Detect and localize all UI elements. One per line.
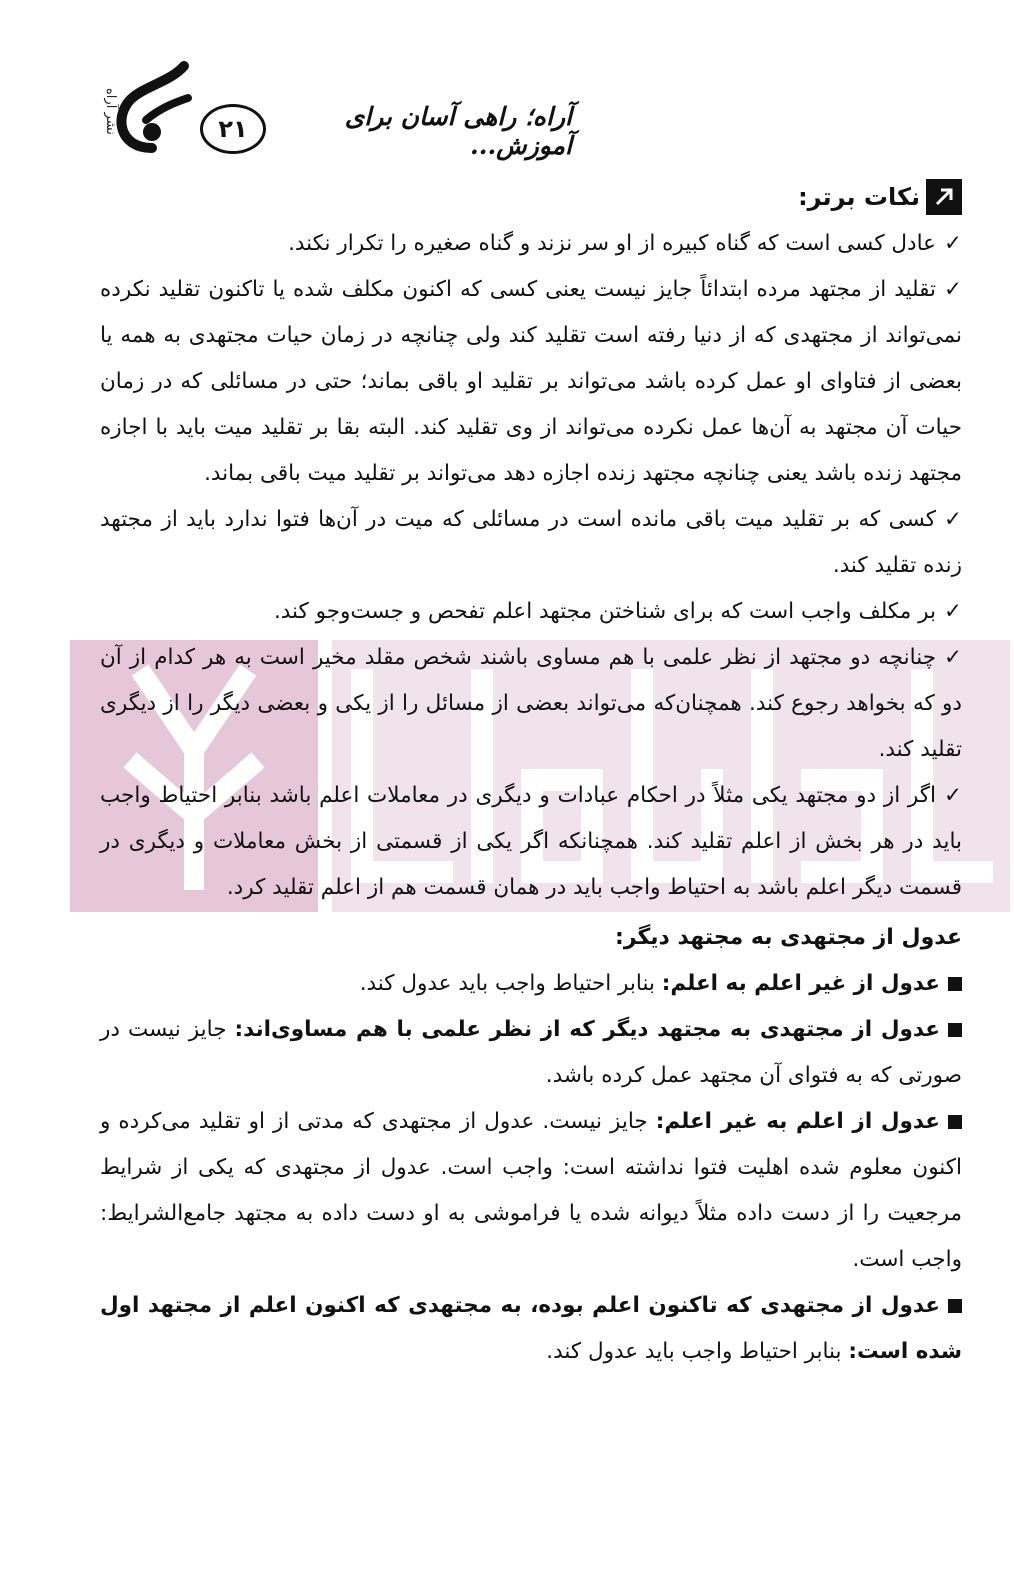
corner-arrow-icon: [926, 179, 962, 215]
rule-item: عدول از غیر اعلم به اعلم: بنابر احتیاط واجب باید عدول کند.: [100, 961, 962, 1007]
point-item: ✓اگر از دو مجتهد یکی مثلاً در احکام عبادات و دیگری در معاملات اعلم باشد بنابر احتیاط واجب باید در هر بخش از اعلم تقلید کند. همچنانکه اگر یکی از قسمتی از بخش معاملات و دیگری در قسمت دیگر اعلم باشد به احتیاط واجب باید در همان قسمت هم از اعلم تقلید کرد.: [100, 773, 962, 911]
rule-item: عدول از اعلم به غیر اعلم: جایز نیست. عدول از مجتهدی که مدتی از او تقلید می‌کرده و اکنون معلوم شده اهلیت فتوا نداشته است: واجب است. عدول از مجتهدی که یکی از شرایط مرجعیت را از دست داده مثلاً دیوانه شده یا فراموشی به او دست داده به مجتهد جامع‌الشرایط: واجب است.: [100, 1109, 962, 1272]
square-bullet-icon: [948, 1115, 962, 1129]
rule-item: عدول از مجتهدی به مجتهد دیگر که از نظر علمی با هم مساوی‌اند: جایز نیست در صورتی که به فتوای آن مجتهد عمل کرده باشد.: [100, 1017, 962, 1088]
section-title: نکات برتر:: [798, 183, 920, 211]
square-bullet-icon: [948, 1023, 962, 1037]
subsection-title: عدول از مجتهدی به مجتهد دیگر:: [615, 925, 962, 950]
page-number: ۲۱: [200, 104, 266, 154]
point-item: ✓کسی که بر تقلید میت باقی مانده است در مسائلی که میت در آن‌ها فتوا ندارد باید از مجتهد زنده تقلید کند.: [100, 497, 962, 589]
check-icon: ✓: [943, 783, 962, 808]
running-title: آراه؛ راهی آسان برای آموزش...: [344, 102, 572, 160]
square-bullet-icon: [948, 1299, 962, 1313]
point-item: ✓چنانچه دو مجتهد از نظر علمی با هم مساوی باشند شخص مقلد مخیر است به هر کدام از آن دو که بخواهد رجوع کند. همچنان‌که می‌تواند بعضی از مسائل را از یکی و بعضی دیگر را از دیگری تقلید کند.: [100, 635, 962, 773]
square-bullet-icon: [948, 977, 962, 991]
check-icon: ✓: [943, 645, 962, 670]
page-content: [100, 165, 962, 1375]
check-icon: ✓: [943, 231, 962, 256]
page-header: [0, 40, 1014, 170]
check-icon: ✓: [943, 599, 962, 624]
point-item: ✓عادل کسی است که گناه کبیره از او سر نزند و گناه صغیره را تکرار نکند.: [100, 221, 962, 267]
point-item: ✓بر مکلف واجب است که برای شناختن مجتهد اعلم تفحص و جست‌وجو کند.: [100, 589, 962, 635]
check-icon: ✓: [943, 277, 962, 302]
section-heading: [100, 175, 962, 219]
rule-item: عدول از مجتهدی که تاکنون اعلم بوده، به مجتهدی که اکنون اعلم از مجتهد اول شده است: بنابر احتیاط واجب باید عدول کند.: [100, 1293, 962, 1364]
check-icon: ✓: [943, 507, 962, 532]
logo-text: نشر آراه: [103, 88, 118, 135]
point-item: ✓تقلید از مجتهد مرده ابتدائاً جایز نیست یعنی کسی که اکنون مکلف شده یا تاکنون تقلید نکرده نمی‌تواند از مجتهدی که از دنیا رفته است تقلید کند ولی چنانچه در زمان حیات مجتهدی به همه یا بعضی از فتاوای او عمل کرده باشد می‌تواند بر تقلید او باقی بماند؛ حتی در مسائلی که در زمان حیات آن مجتهد به آن‌ها عمل نکرده می‌تواند از وی تقلید کند. البته بقا بر تقلید میت باید با اجازه مجتهد زنده باشد یعنی چنانچه مجتهد زنده اجازه دهد می‌تواند بر تقلید میت باقی بماند.: [100, 267, 962, 497]
